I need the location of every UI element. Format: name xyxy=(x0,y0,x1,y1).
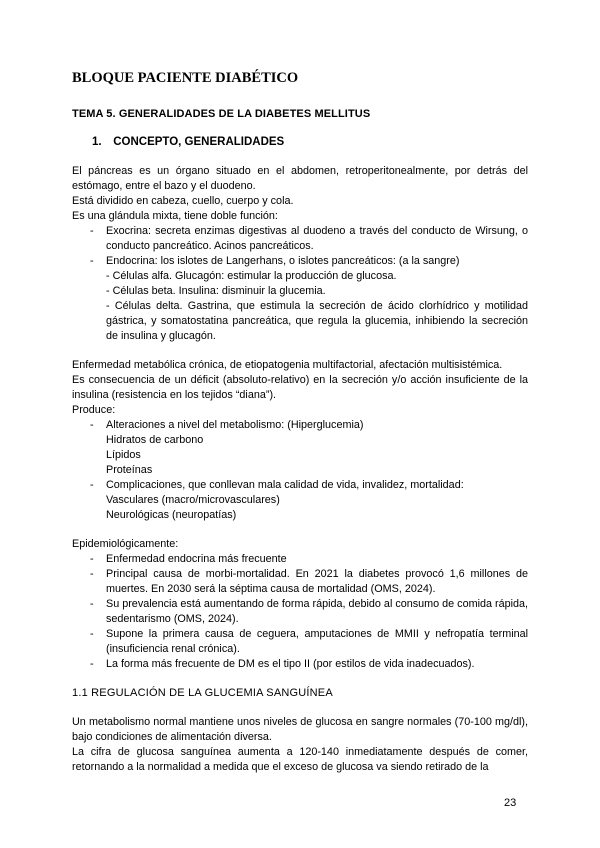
block-title: BLOQUE PACIENTE DIABÉTICO xyxy=(72,70,299,86)
section-heading xyxy=(92,136,548,148)
sub-item: - Células beta. Insulina: disminuir la glucemia. xyxy=(106,285,326,297)
intro-paragraph: Está dividido en cabeza, cuello, cuerpo y cola. xyxy=(72,195,294,207)
definition-paragraph: Es consecuencia de un déficit (absoluto-relativo) en la secreción y/o acción insuficiente de la insulina (resistencia en los tejidos “diana”). xyxy=(72,374,528,401)
bullet-dash: - xyxy=(90,628,94,640)
list-item xyxy=(72,627,528,657)
list-item xyxy=(72,657,528,672)
bullet-dash: - xyxy=(90,658,94,670)
bullet-dash: - xyxy=(90,255,94,267)
list-item xyxy=(72,478,528,493)
bullet-dash: - xyxy=(90,479,94,491)
list-item-text: Su prevalencia está aumentando de forma rápida, debido al consumo de comida rápida, sedentarismo (OMS, 2024). xyxy=(106,598,528,625)
list-item-text: Principal causa de morbi-mortalidad. En 2021 la diabetes provocó 1,6 millones de muertes. En 2030 será la séptima causa de mortalidad (OMS, 2024). xyxy=(106,568,528,595)
sub-item: - Células delta. Gastrina, que estimula la secreción de ácido clorhídrico y motilidad gástrica, y somatostatina pancreática, que regula la glucemia, inhibiendo la secreción de insulina y glucagón. xyxy=(106,300,528,342)
document-body xyxy=(72,164,528,775)
page-number: 23 xyxy=(504,797,517,809)
tema-title: TEMA 5. GENERALIDADES DE LA DIABETES MELLITUS xyxy=(72,108,371,120)
sub-item: - Células alfa. Glucagón: estimular la producción de glucosa. xyxy=(106,270,397,282)
list-item-text: La forma más frecuente de DM es el tipo II (por estilos de vida inadecuados). xyxy=(106,658,475,670)
regulation-paragraph: Un metabolismo normal mantiene unos niveles de glucosa en sangre normales (70-100 mg/dl), bajo condiciones de alimentación diversa. xyxy=(72,716,528,743)
list-item xyxy=(72,224,528,254)
sub-item: Hidratos de carbono xyxy=(106,434,204,446)
sub-item: Lípidos xyxy=(106,449,141,461)
bullet-dash: - xyxy=(90,598,94,610)
list-item-text: Enfermedad endocrina más frecuente xyxy=(106,553,287,565)
list-item xyxy=(72,597,528,627)
subsection-title: 1.1 REGULACIÓN DE LA GLUCEMIA SANGUÍNEA xyxy=(72,687,333,699)
produce-label: Produce: xyxy=(72,404,116,416)
list-item-text: Exocrina: secreta enzimas digestivas al duodeno a través del conducto de Wirsung, o conducto pancreático. Acinos pancreáticos. xyxy=(106,225,528,252)
sub-item: Proteínas xyxy=(106,464,153,476)
epidemiology-label: Epidemiológicamente: xyxy=(72,538,179,550)
list-item-text: Supone la primera causa de ceguera, amputaciones de MMII y nefropatía terminal (insuficiencia renal crónica). xyxy=(106,628,528,655)
list-item-text: Complicaciones, que conllevan mala calidad de vida, invalidez, mortalidad: xyxy=(106,479,464,491)
list-item-text: Alteraciones a nivel del metabolismo: (Hiperglucemia) xyxy=(106,419,364,431)
bullet-dash: - xyxy=(90,225,94,237)
bullet-dash: - xyxy=(90,553,94,565)
list-item xyxy=(72,567,528,597)
sub-item: Vasculares (macro/microvasculares) xyxy=(106,494,280,506)
bullet-dash: - xyxy=(90,568,94,580)
regulation-paragraph: La cifra de glucosa sanguínea aumenta a 120-140 inmediatamente después de comer, retornando a la normalidad a medida que el exceso de glucosa va siendo retirado de la xyxy=(72,746,528,773)
list-item-text: Endocrina: los islotes de Langerhans, o islotes pancreáticos: (a la sangre) xyxy=(106,255,460,267)
bullet-dash: - xyxy=(90,419,94,431)
intro-paragraph: El páncreas es un órgano situado en el abdomen, retroperitonealmente, por detrás del estómago, entre el bazo y el duodeno. xyxy=(72,165,528,192)
intro-paragraph: Es una glándula mixta, tiene doble función: xyxy=(72,210,278,222)
section-title: CONCEPTO, GENERALIDADES xyxy=(113,136,285,148)
section-number: 1. xyxy=(92,136,102,148)
definition-paragraph: Enfermedad metabólica crónica, de etiopatogenia multifactorial, afectación multisistémica. xyxy=(72,359,503,371)
list-item xyxy=(72,254,528,269)
sub-item: Neurológicas (neuropatías) xyxy=(106,509,237,521)
list-item xyxy=(72,418,528,433)
list-item xyxy=(72,552,528,567)
